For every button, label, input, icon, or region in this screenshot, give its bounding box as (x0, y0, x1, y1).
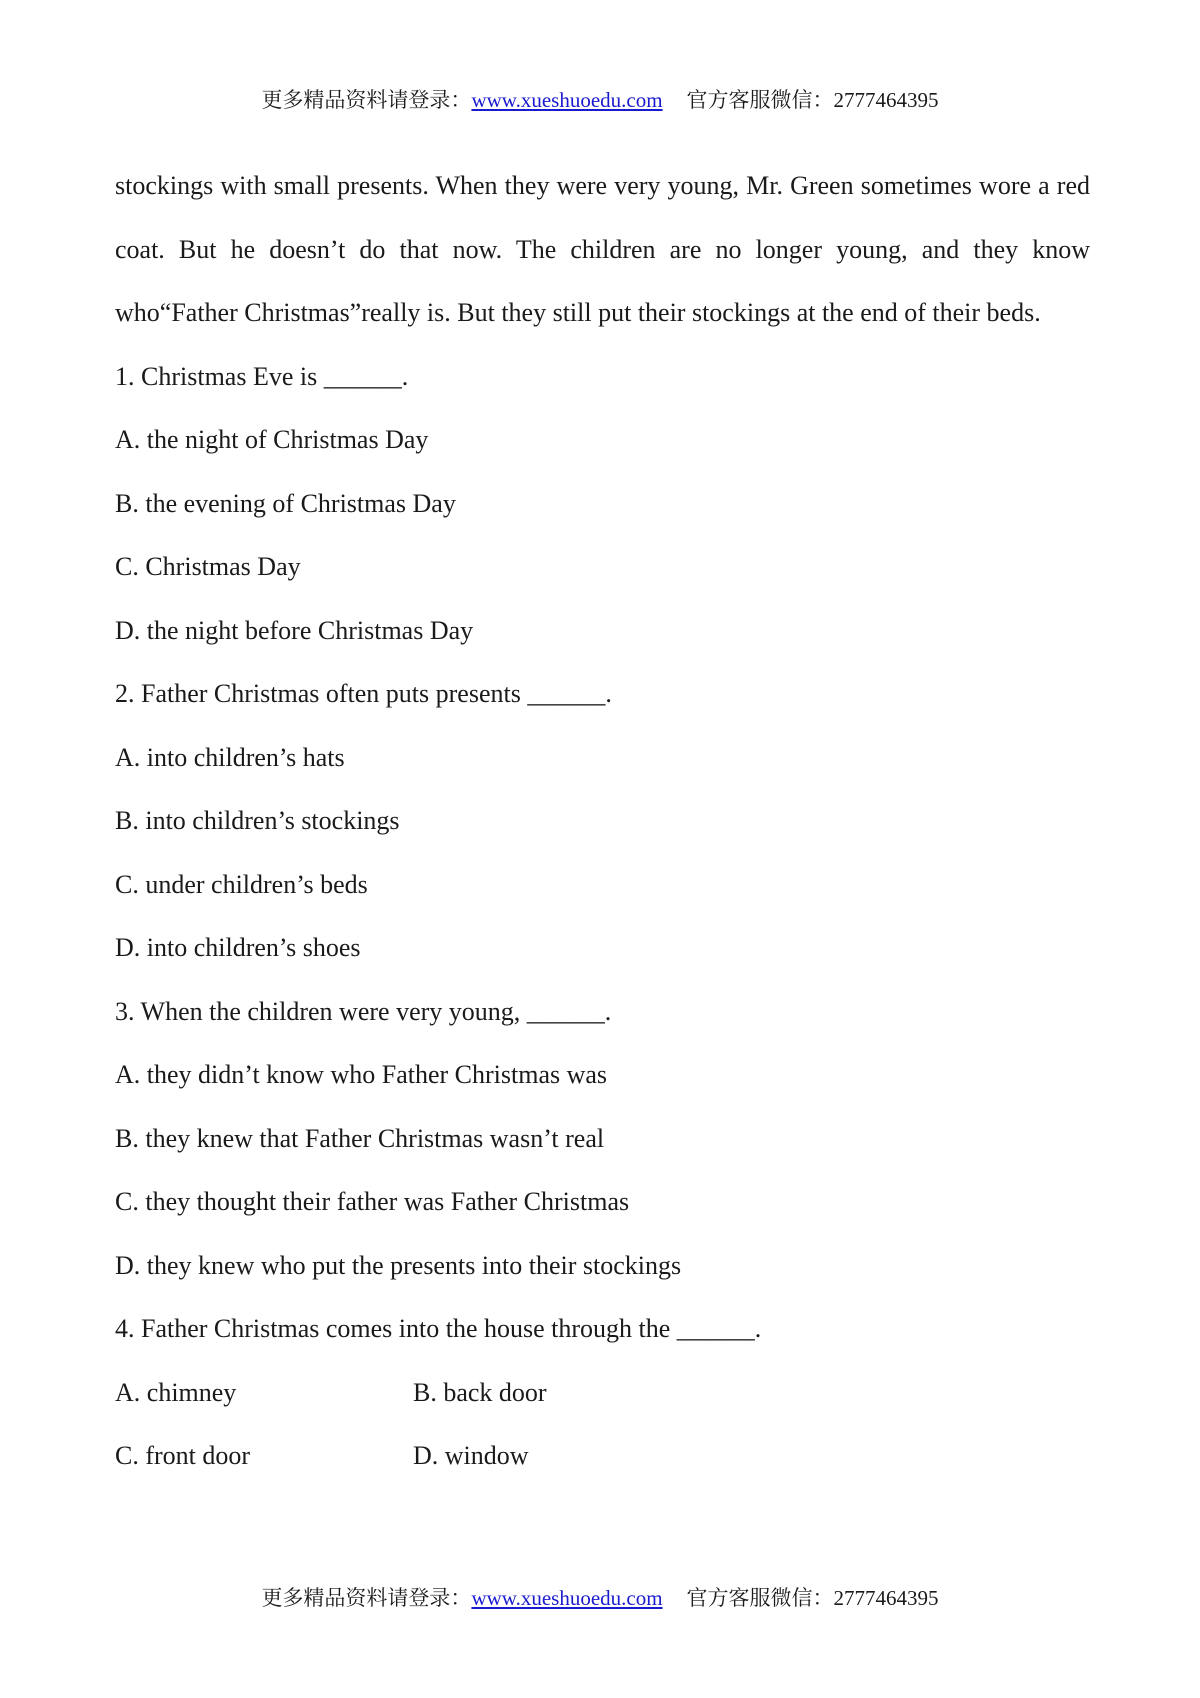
footer-service-contact: 官方客服微信：2777464395 (686, 1586, 939, 1610)
question-4-option-d: D. window (413, 1441, 529, 1470)
question-4-stem: 4. Father Christmas comes into the house through the ______. (115, 1314, 762, 1343)
question-2-stem: 2. Father Christmas often puts presents ______. (115, 679, 612, 708)
question-4-option-b: B. back door (413, 1377, 547, 1407)
question-3-option-c: C. they thought their father was Father Christmas (115, 1187, 630, 1216)
question-4-options-row-2 (115, 1424, 1090, 1488)
question-4-options-row-1 (115, 1361, 1090, 1425)
question-3-option-d: D. they knew who put the presents into their stockings (115, 1250, 682, 1280)
page-header (0, 86, 1200, 114)
question-4-option-a: A. chimney (115, 1377, 237, 1407)
question-1-option-b: B. the evening of Christmas Day (115, 488, 456, 518)
question-2-option-c: C. under children’s beds (115, 869, 368, 899)
page-footer (0, 1584, 1200, 1612)
question-3-option-b: B. they knew that Father Christmas wasn’t real (115, 1123, 605, 1153)
question-1-option-d: D. the night before Christmas Day (115, 615, 474, 645)
footer-website-link[interactable]: www.xueshuoedu.com (471, 1586, 663, 1610)
question-2-option-d: D. into children’s shoes (115, 933, 361, 962)
question-3-option-a: A. they didn’t know who Father Christmas was (115, 1060, 608, 1089)
question-1-option-c: C. Christmas Day (115, 552, 301, 581)
question-2-option-b: B. into children’s stockings (115, 806, 400, 835)
document-body (115, 154, 1090, 1488)
header-website-link[interactable]: www.xueshuoedu.com (471, 88, 663, 112)
question-1-option-a: A. the night of Christmas Day (115, 425, 429, 454)
passage-text: stockings with small presents. When they were very young, Mr. Green sometimes wore a red coat. But he doesn’t do that now. The children are no longer young, and they know who“Father Christmas”really is. But they still put their stockings at the end of their beds. (115, 171, 1090, 327)
question-4-option-c: C. front door (115, 1441, 251, 1470)
question-3-stem: 3. When the children were very young, ______. (115, 996, 612, 1026)
question-2-option-a: A. into children’s hats (115, 742, 345, 772)
header-service-contact: 官方客服微信：2777464395 (686, 88, 939, 112)
header-prefix: 更多精品资料请登录： (261, 88, 472, 112)
footer-prefix: 更多精品资料请登录： (261, 1586, 472, 1610)
question-1-stem: 1. Christmas Eve is ______. (115, 361, 409, 391)
